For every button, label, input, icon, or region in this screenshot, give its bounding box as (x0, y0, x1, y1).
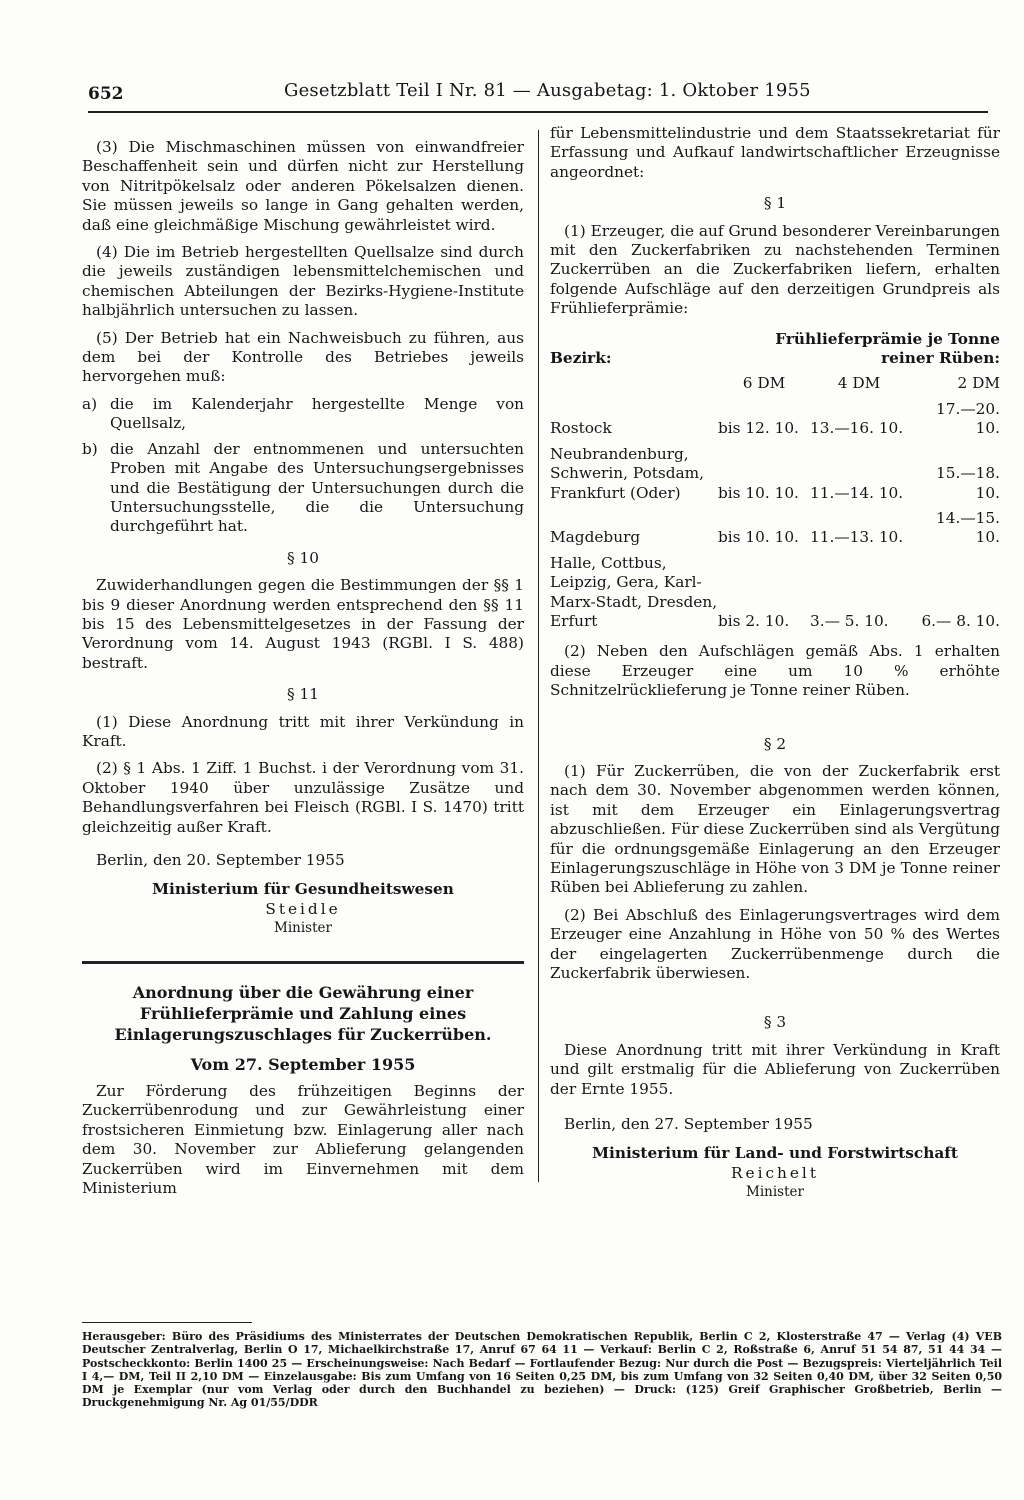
value-cell: 6.— 8. 10. (921, 611, 1000, 630)
decree-date: Vom 27. September 1955 (190, 1054, 416, 1074)
ministry-agriculture: Ministerium für Land- und Forstwirtschaft (592, 1144, 958, 1163)
list-text-b: die Anzahl der entnommenen und untersuchten Proben mit Angabe des Untersuchungsergebnisses und die Bestätigung der Untersuchungen durch die Untersuchungsstelle, die die Untersuchung durchgeführt hat. (110, 439, 524, 536)
list-item-a (82, 395, 524, 434)
signer-steidle: Steidle (265, 899, 341, 918)
page-header (88, 80, 978, 114)
section-2-paragraph-1: (1) Für Zuckerrüben, die von der Zuckerfabrik erst nach dem 30. November abgenommen werden können, ist mit dem Erzeuger ein Einlagerungsvertrag abzuschließen. Für diese Zuckerrüben sind als Vergütung für die ordnungsgemäße Einlagerung an den Erzeuger Einlagerungszuschläge in Höhe von 3 DM je Tonne reiner Rüben bei Ablieferung zu zahlen. (550, 761, 1000, 897)
section-2-paragraph-2: (2) Bei Abschluß des Einlagerungsvertrages wird dem Erzeuger eine Anzahlung in Höhe von 50 % des Wertes der eingelagerten Zuckerrübenmenge durch die Zuckerfabrik überwiesen. (550, 905, 1000, 983)
value-cell: 3.— 5. 10. (810, 611, 889, 630)
footer-rule (82, 1322, 252, 1323)
column-6dm: 6 DM (742, 374, 786, 393)
value-cell: bis 10. 10. (718, 483, 799, 502)
bezirk-cell: Rostock (550, 419, 612, 438)
signer-reichelt: Reichelt (731, 1163, 819, 1182)
list-item-b (82, 440, 524, 537)
section-3-text: Diese Anordnung tritt mit ihrer Verkündung in Kraft und gilt erstmalig für die Ablieferung von Zuckerrüben der Ernte 1955. (550, 1040, 1000, 1098)
premium-table (550, 327, 1000, 635)
value-cell: 13.—16. 10. (810, 419, 904, 438)
signer-role-left: Minister (274, 920, 332, 937)
table-row (550, 397, 1000, 442)
list-label-a: a) (82, 394, 98, 413)
decree-intro: Zur Förderung des frühzeitigen Beginns der Zuckerrübenrodung und zur Gewährleistung einer frostsicheren Einmietung bzw. Einlagerung aller nach dem 30. November zur Ablieferung gelangenden Zuckerrüben wird im Einvernehmen mit dem Ministerium (82, 1082, 524, 1198)
bezirk-cell: Magdeburg (550, 528, 641, 547)
document-separator (82, 961, 524, 964)
value-cell: bis 12. 10. (718, 419, 799, 438)
list-label-b: b) (82, 439, 98, 458)
paragraph-5: (5) Der Betrieb hat ein Nachweisbuch zu führen, aus dem bei der Kontrolle des Betriebes jeweils hervorgehen muß: (82, 328, 524, 386)
section-1-paragraph-2: (2) Neben den Aufschlägen gemäß Abs. 1 erhalten diese Erzeuger eine um 10 % erhöhte Schnitzelrücklieferung je Tonne reiner Rüben. (550, 642, 1000, 700)
list-text-a: die im Kalenderjahr hergestellte Menge von Quellsalz, (110, 394, 524, 433)
column-divider (538, 130, 539, 1182)
column-2dm: 2 DM (957, 374, 1000, 393)
value-cell: 14.—15. 10. (936, 508, 1000, 547)
ministry-health: Ministerium für Gesundheitswesen (152, 880, 454, 899)
bezirk-header: Bezirk: (550, 349, 612, 368)
value-cell: 17.—20. 10. (936, 399, 1000, 438)
header-rule (88, 111, 988, 113)
bezirk-cell: Neubrandenburg, Schwerin, Potsdam, Frankfurt (Oder) (550, 444, 704, 502)
page-number: 652 (88, 84, 124, 104)
left-column (82, 138, 524, 1206)
table-row (550, 506, 1000, 551)
section-2-heading: § 2 (763, 734, 787, 753)
value-cell: bis 10. 10. (718, 528, 799, 547)
section-3-heading: § 3 (763, 1013, 787, 1032)
section-10-heading: § 10 (287, 548, 319, 567)
table-row (550, 442, 1000, 506)
paragraph-3: (3) Die Mischmaschinen müssen von einwandfreier Beschaffenheit sein und dürfen nicht zur Herstellung von Nitritpökelsalz oder anderen Pökelsalzen dienen. Sie müssen jeweils so lange in Gang gehalten werden, daß eine gleichmäßige Mischung gewährleistet wird. (82, 138, 524, 234)
decree-title: Anordnung über die Gewährung einer Frühlieferprämie und Zahlung eines Einlagerungszuschlages für Zuckerrüben. (114, 982, 492, 1044)
signer-role-right: Minister (746, 1184, 804, 1201)
section-11-heading: § 11 (287, 685, 319, 704)
value-cell: 11.—13. 10. (810, 528, 904, 547)
bezirk-cell: Halle, Cottbus, Leipzig, Gera, Karl-Marx-Stadt, Dresden, Erfurt (550, 553, 718, 630)
place-date-right: Berlin, den 27. September 1955 (564, 1115, 813, 1134)
section-10-text: Zuwiderhandlungen gegen die Bestimmungen der §§ 1 bis 9 dieser Anordnung werden entsprechend den §§ 11 bis 15 des Lebensmittelgesetzes in der Fassung der Verordnung vom 14. August 1943 (RGBl. I S. 488) bestraft. (82, 576, 524, 672)
paragraph-4: (4) Die im Betrieb hergestellten Quellsalze sind durch die jeweils zuständigen lebensmittelchemischen und chemischen Abteilungen der Bezirks-Hygiene-Institute halbjährlich untersuchen zu lassen. (82, 243, 524, 320)
table-row (550, 551, 1000, 635)
place-date-left: Berlin, den 20. September 1955 (96, 851, 345, 869)
value-cell: 15.—18. 10. (936, 464, 1000, 502)
section-11-paragraph-1: (1) Diese Anordnung tritt mit ihrer Verkündung in Kraft. (82, 712, 524, 750)
premium-header: Frühlieferprämie je Tonne reiner Rüben: (775, 329, 1000, 368)
gazette-title: Gesetzblatt Teil I Nr. 81 — Ausgabetag: 1. Oktober 1955 (284, 80, 811, 101)
value-cell: 11.—14. 10. (810, 483, 904, 502)
value-cell: bis 2. 10. (718, 611, 790, 630)
publisher-footer: Herausgeber: Büro des Präsidiums des Ministerrates der Deutschen Demokratischen Republik, Berlin C 2, Klosterstraße 47 — Verlag (4) VEB Deutscher Zentralverlag, Berlin O 17, Michaelkirchstraße 17, Anruf 67 64 11 — Verkauf: Berlin C 2, Roßstraße 6, Anruf 51 54 87, 51 44 34 — Postscheckkonto: Berlin 1400 25 — Erscheinungsweise: Nach Bedarf — Fortlaufender Bezug: Nur durch die Post — Bezugspreis: Vierteljährlich Teil I 4,— DM, Teil II 2,10 DM — Einzelausgabe: Bis zum Umfang von 16 Seiten 0,25 DM, bis zum Umfang von 32 Seiten 0,40 DM, über 32 Seiten 0,50 DM je Exemplar (nur vom Verlag oder durch den Buchhandel zu beziehen) — Druck: (125) Greif Graphischer Großbetrieb, Berlin — Druckgenehmigung Nr. Ag 01/55/DDR (82, 1330, 1002, 1410)
column-4dm: 4 DM (837, 374, 881, 393)
section-1-heading: § 1 (763, 194, 787, 213)
right-column (550, 124, 1000, 1203)
section-1-paragraph-1: (1) Erzeuger, die auf Grund besonderer Vereinbarungen mit den Zuckerfabriken zu nachstehenden Terminen Zuckerrüben an die Zuckerfabriken liefern, erhalten folgende Aufschläge auf den derzeitigen Grundpreis als Frühlieferprämie: (550, 221, 1000, 318)
intro-continuation: für Lebensmittelindustrie und dem Staatssekretariat für Erfassung und Aufkauf landwirtschaftlicher Erzeugnisse angeordnet: (550, 124, 1000, 181)
section-11-paragraph-2: (2) § 1 Abs. 1 Ziff. 1 Buchst. i der Verordnung vom 31. Oktober 1940 über unzulässige Zusätze und Behandlungsverfahren bei Fleisch (RGBl. I S. 1470) tritt gleichzeitig außer Kraft. (82, 759, 524, 836)
